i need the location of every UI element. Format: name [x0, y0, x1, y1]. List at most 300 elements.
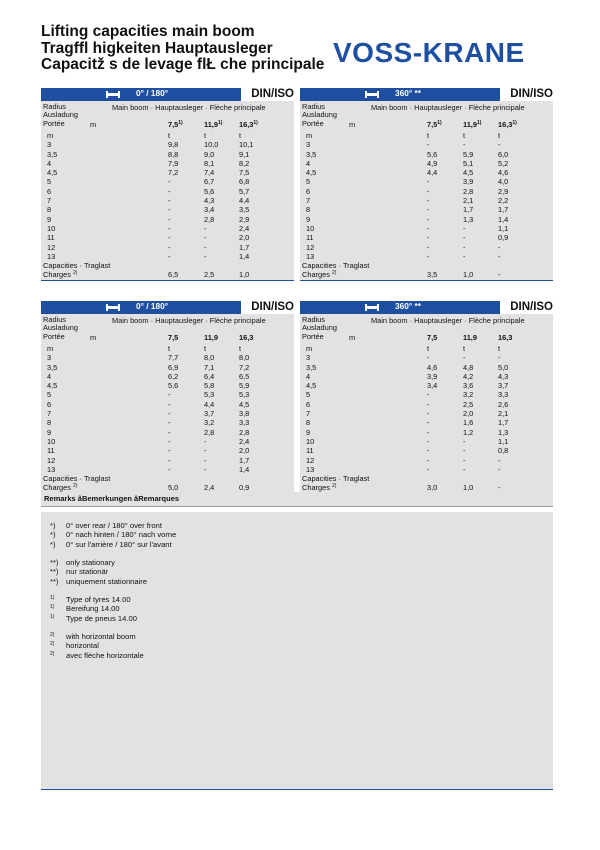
crane-truck-icon [365, 91, 379, 98]
capacity-label-line1: Capacities · Traglast [302, 261, 370, 271]
capacity-value: 5,0 [168, 483, 179, 493]
panel-header [41, 301, 294, 314]
table-cell: - [168, 390, 171, 400]
boom-length-header [463, 120, 481, 129]
table-cell: - [427, 427, 430, 437]
table-row [41, 205, 294, 214]
table-cell: 5,9 [239, 381, 250, 391]
table-cell: - [463, 455, 466, 465]
remark-text: with horizontal boom [66, 632, 136, 641]
table-cell: 3,5 [306, 149, 317, 159]
table-cell: 5,8 [204, 381, 215, 391]
radius-label [43, 316, 78, 341]
table-cell: 5,6 [427, 149, 438, 159]
table-cell: 0,9 [498, 233, 509, 243]
table-row [41, 252, 294, 261]
capacity-label [302, 474, 369, 493]
table-cell: 10 [306, 436, 315, 446]
table-cell: - [168, 399, 171, 409]
boom-length-header [498, 120, 517, 129]
table-cell: 3,9 [463, 177, 474, 187]
remark-text: 0° over rear / 180° over front [66, 521, 162, 530]
table-cell: 5,2 [498, 158, 509, 168]
table-cell: 5,6 [204, 186, 215, 196]
table-cell: 6 [47, 186, 52, 196]
boom-length-value: 16,3 [498, 333, 513, 342]
footnote-ref: 1) [253, 120, 258, 126]
table-cell: 1,4 [239, 251, 250, 261]
table-cell: - [168, 409, 171, 419]
table-cell: 3,2 [463, 390, 474, 400]
remark-text: horizontal [66, 641, 99, 651]
footnote-ref: 2) [73, 270, 78, 277]
capacity-label-line1: Capacities · Traglast [43, 261, 111, 271]
radius-label-en: Radius [302, 315, 326, 324]
table-cell: 3 [306, 140, 311, 150]
capacity-table [300, 101, 553, 281]
table-cell: t [168, 344, 171, 353]
remark-text: Type of tyres 14.00 [66, 595, 131, 604]
table-cell: 3,5 [239, 205, 250, 215]
table-cell: - [427, 418, 430, 428]
table-cell: 3,4 [427, 381, 438, 391]
table-cell: 2,0 [239, 446, 250, 456]
table-cell: t [463, 131, 466, 140]
table-cell: - [463, 233, 466, 243]
table-cell: 3,2 [204, 418, 215, 428]
table-row [300, 344, 553, 353]
boom-length-value: 7,5 [427, 333, 438, 342]
table-cell: - [463, 223, 466, 233]
table-cell: - [427, 140, 430, 150]
table-cell: 12 [306, 455, 315, 465]
table-row [300, 252, 553, 261]
table-row [300, 409, 553, 418]
table-row [41, 446, 294, 455]
table-cell: - [168, 242, 171, 252]
table-cell: 13 [306, 464, 315, 474]
table-cell: 12 [47, 242, 56, 252]
table-cell: 10,1 [239, 140, 254, 150]
boom-length-header [463, 333, 477, 342]
table-cell: 2,8 [463, 186, 474, 196]
footnote-ref: 2) [73, 483, 78, 490]
table-cell: - [427, 205, 430, 215]
table-cell: - [427, 455, 430, 465]
table-cell: 4,8 [463, 362, 474, 372]
remark-key: *) [50, 530, 56, 540]
table-cell: 6,2 [168, 371, 179, 381]
table-row [300, 363, 553, 372]
footnote-ref: 1) [476, 120, 482, 126]
table-row [300, 446, 553, 455]
table-row [41, 390, 294, 399]
table-cell: 6 [306, 399, 311, 409]
table-cell: - [463, 446, 466, 456]
table-cell: - [168, 214, 171, 224]
table-cell: - [168, 427, 171, 437]
table-cell: 13 [47, 464, 56, 474]
table-cell: 7 [47, 409, 52, 419]
table-cell: 8 [47, 418, 52, 428]
boom-length-header [168, 120, 183, 129]
boom-length-header [239, 120, 258, 129]
table-cell: - [463, 140, 466, 150]
remark-text: only stationary [66, 558, 115, 567]
table-cell: - [168, 205, 171, 215]
radius-label-de: Ausladung [43, 323, 78, 333]
table-row [300, 372, 553, 381]
table-cell: t [204, 131, 207, 140]
table-cell: 11 [306, 446, 314, 456]
table-row [300, 418, 553, 427]
boom-length-header [239, 333, 253, 342]
table-row [41, 409, 294, 418]
remark-key: **) [50, 558, 59, 567]
table-cell: 1,7 [498, 418, 509, 428]
remark-key: **) [50, 576, 59, 586]
panel-title-bar [300, 88, 500, 101]
table-cell: - [498, 242, 501, 252]
table-cell: 3,5 [306, 362, 317, 372]
table-cell: - [427, 223, 430, 233]
table-row [41, 168, 294, 177]
table-cell: 4,5 [239, 399, 250, 409]
capacity-panel [300, 88, 553, 281]
table-row [300, 224, 553, 233]
radius-label-en: Radius [43, 102, 67, 111]
table-cell: 11 [47, 446, 55, 456]
table-cell: 6 [47, 399, 52, 409]
table-row [300, 196, 553, 205]
table-cell: 3 [47, 140, 52, 150]
table-row [41, 196, 294, 205]
din-iso-label: DIN/ISO [251, 87, 294, 100]
table-cell: 3,3 [239, 418, 250, 428]
table-cell: 3,8 [239, 409, 250, 419]
panel-header [300, 301, 553, 314]
table-cell: - [427, 409, 430, 419]
table-cell: m [306, 344, 313, 353]
capacity-label-line2 [302, 270, 369, 279]
table-cell: 4,3 [204, 196, 215, 206]
table-cell: 3,6 [463, 381, 474, 391]
unit-m-label: m [90, 120, 97, 129]
table-cell: - [168, 418, 171, 428]
table-cell: - [427, 233, 430, 243]
table-cell: t [239, 131, 242, 140]
capacity-value: 0,9 [239, 483, 250, 493]
table-cell: - [204, 464, 207, 474]
table-cell: 3,5 [47, 362, 58, 372]
table-cell: 1,3 [463, 214, 474, 224]
remark-key: **) [50, 567, 59, 577]
table-cell: - [168, 251, 171, 261]
table-cell: 5,3 [204, 390, 215, 400]
table-row [300, 390, 553, 399]
table-cell: - [463, 436, 466, 446]
page-title [41, 24, 324, 74]
table-cell: 4,2 [463, 371, 474, 381]
table-cell: - [463, 242, 466, 252]
table-row [300, 437, 553, 446]
table-cell: 2,2 [498, 196, 509, 206]
table-cell: 13 [306, 251, 315, 261]
remarks-heading-text: Remarks âBemerkungen âRemarques [44, 494, 180, 503]
table-cell: 7,4 [204, 168, 215, 178]
table-cell: 5,1 [463, 158, 474, 168]
boom-length-value: 16,3 [239, 333, 254, 342]
table-cell: 7 [306, 409, 311, 419]
table-cell: 5,0 [498, 362, 509, 372]
table-cell: 6,9 [168, 362, 179, 372]
table-row [300, 381, 553, 390]
table-cell: - [498, 140, 501, 150]
radius-label-fr: Portée [302, 331, 324, 341]
radius-label-de: Ausladung [302, 110, 337, 120]
table-cell: 3,9 [427, 371, 438, 381]
table-cell: 6,0 [498, 149, 509, 159]
table-cell: 8,0 [204, 353, 215, 363]
capacity-value: - [498, 270, 501, 280]
remarks-heading [41, 492, 553, 507]
table-cell: - [204, 446, 207, 456]
capacity-label-line2 [43, 270, 110, 279]
table-cell: 4,9 [427, 158, 438, 168]
table-cell: - [204, 436, 207, 446]
table-row [41, 140, 294, 149]
table-cell: - [168, 186, 171, 196]
remark-text: Type de pneus 14.00 [66, 613, 137, 623]
table-cell: - [427, 446, 430, 456]
table-cell: - [463, 464, 466, 474]
table-cell: 7 [47, 196, 52, 206]
panel-title: 360° ** [395, 301, 421, 311]
boom-length-header [498, 333, 512, 342]
capacity-label-charges: Charges [43, 270, 71, 280]
boom-length-value: 7,5 [427, 120, 438, 129]
boom-length-header [427, 120, 442, 129]
table-cell: 2,5 [463, 399, 474, 409]
table-cell: 12 [306, 242, 315, 252]
table-cell: 4,3 [498, 371, 509, 381]
table-cell: 2,8 [204, 427, 215, 437]
capacity-value: 1,0 [463, 270, 474, 280]
table-cell: 1,1 [498, 436, 509, 446]
table-cell: 1,2 [463, 427, 474, 437]
table-cell: 2,8 [239, 427, 250, 437]
table-cell: 9 [47, 427, 52, 437]
table-row [41, 363, 294, 372]
table-cell: 7,2 [168, 168, 179, 178]
table-cell: 11 [47, 233, 55, 243]
table-cell: m [306, 131, 313, 140]
table-cell: - [463, 251, 466, 261]
table-cell: 2,9 [239, 214, 250, 224]
table-cell: 9,0 [204, 149, 215, 159]
capacity-table [41, 101, 294, 281]
unit-m-label: m [349, 333, 356, 342]
table-cell: 7,9 [168, 158, 179, 168]
table-cell: 5,3 [239, 390, 250, 400]
table-row [300, 456, 553, 465]
table-row [300, 400, 553, 409]
table-cell: - [498, 464, 501, 474]
table-cell: - [427, 399, 430, 409]
remark-key: 2) [50, 632, 55, 638]
table-meta [41, 102, 294, 131]
table-cell: 1,7 [239, 455, 250, 465]
table-cell: t [204, 344, 207, 353]
table-row [41, 159, 294, 168]
table-cell: t [427, 131, 430, 140]
table-cell: 1,4 [239, 464, 250, 474]
table-cell: - [498, 455, 501, 465]
table-cell: 5,9 [463, 149, 474, 159]
table-cell: 7,5 [239, 168, 250, 178]
table-row [41, 372, 294, 381]
table-row [41, 215, 294, 224]
table-cell: t [239, 344, 242, 353]
table-cell: 9 [306, 214, 311, 224]
table-cell: 9 [306, 427, 311, 437]
table-row [41, 177, 294, 186]
table-row [300, 159, 553, 168]
radius-label-de: Ausladung [302, 323, 337, 333]
table-row [300, 131, 553, 140]
table-cell: 8,2 [239, 158, 250, 168]
table-cell: m [47, 131, 54, 140]
table-cell: 11 [306, 233, 314, 243]
table-cell: 1,7 [498, 205, 509, 215]
table-row [300, 205, 553, 214]
table-cell: - [427, 353, 430, 363]
table-row [41, 243, 294, 252]
table-row [41, 418, 294, 427]
radius-label [302, 103, 337, 128]
remark-key: 2) [50, 641, 55, 648]
capacity-value: 3,0 [427, 483, 438, 493]
radius-label-en: Radius [43, 315, 67, 324]
footnote-ref: 2) [332, 483, 337, 490]
table-cell: 6,7 [204, 177, 215, 187]
capacity-value: 1,0 [463, 483, 474, 493]
table-meta [300, 315, 553, 344]
table-cell: 6,5 [239, 371, 250, 381]
capacity-value: 2,5 [204, 270, 215, 280]
table-cell: 2,1 [463, 196, 474, 206]
remark-key: 1) [50, 595, 55, 601]
table-cell: - [427, 186, 430, 196]
table-cell: - [168, 177, 171, 187]
table-cell: 4 [306, 158, 311, 168]
table-cell: - [427, 436, 430, 446]
table-row [41, 353, 294, 362]
table-cell: 3,7 [498, 381, 509, 391]
panel-title: 0° / 180° [136, 301, 169, 311]
remark-text: avec flèche horizontale [66, 650, 144, 660]
table-cell: 3,7 [204, 409, 215, 419]
table-row [41, 428, 294, 437]
table-cell: - [427, 196, 430, 206]
remark-key: 1) [50, 604, 55, 611]
capacity-row [300, 261, 553, 281]
capacity-value: 3,5 [427, 270, 438, 280]
table-cell: 8,0 [239, 353, 250, 363]
footnote-ref: 2) [332, 270, 337, 277]
table-row [41, 233, 294, 242]
table-cell: 6,8 [239, 177, 250, 187]
table-cell: - [168, 446, 171, 456]
table-cell: 1,7 [239, 242, 250, 252]
boom-length-header [204, 333, 218, 342]
table-cell: m [47, 344, 54, 353]
radius-label [302, 316, 337, 341]
table-cell: 0,8 [498, 446, 509, 456]
remark-key: *) [50, 521, 56, 530]
table-cell: - [427, 177, 430, 187]
crane-truck-icon [106, 91, 120, 98]
table-cell: t [427, 344, 430, 353]
capacity-label [43, 474, 110, 493]
table-cell: - [204, 242, 207, 252]
panel-title-bar [41, 301, 241, 314]
table-cell: - [204, 233, 207, 243]
table-cell: - [204, 223, 207, 233]
table-cell: 4,5 [463, 168, 474, 178]
capacity-row [41, 261, 294, 281]
table-cell: 9 [47, 214, 52, 224]
table-cell: 8 [306, 418, 311, 428]
table-cell: 5,6 [168, 381, 179, 391]
boom-label: Main boom · Hauptausleger · Flèche principale [371, 103, 525, 112]
table-cell: 4,6 [498, 168, 509, 178]
capacity-label [43, 261, 110, 280]
boom-length-value: 16,3 [239, 120, 254, 129]
capacity-table [300, 314, 553, 494]
table-cell: 8 [47, 205, 52, 215]
table-cell: 2,9 [498, 186, 509, 196]
table-cell: 4,6 [427, 362, 438, 372]
table-cell: 3,4 [204, 205, 215, 215]
table-cell: 8,8 [168, 149, 179, 159]
table-cell: 2,6 [498, 399, 509, 409]
table-cell: 8 [306, 205, 311, 215]
table-row [300, 353, 553, 362]
table-cell: 1,3 [498, 427, 509, 437]
capacity-label-line1: Capacities · Traglast [43, 474, 111, 484]
boom-length-value: 7,5 [168, 120, 179, 129]
table-row [300, 428, 553, 437]
table-row [41, 400, 294, 409]
table-cell: t [168, 131, 171, 140]
table-cell: - [427, 242, 430, 252]
radius-label-en: Radius [302, 102, 326, 111]
capacity-label-charges: Charges [43, 483, 71, 493]
table-row [300, 465, 553, 474]
table-cell: 1,1 [498, 223, 509, 233]
table-cell: - [204, 251, 207, 261]
table-cell: 2,1 [498, 409, 509, 419]
panel-title-bar [41, 88, 241, 101]
table-row [41, 381, 294, 390]
table-cell: 3,3 [498, 390, 509, 400]
radius-label [43, 103, 78, 128]
table-cell: t [463, 344, 466, 353]
table-meta [41, 315, 294, 344]
table-row [300, 243, 553, 252]
capacity-table [41, 314, 294, 494]
